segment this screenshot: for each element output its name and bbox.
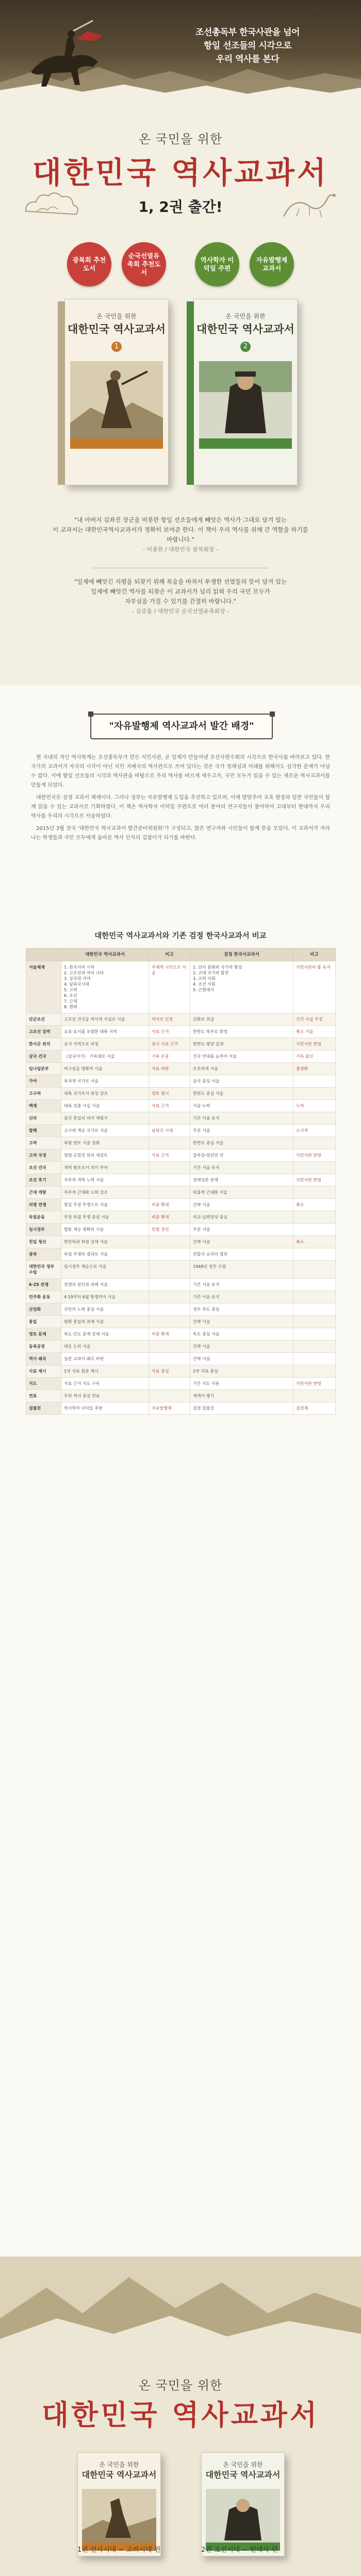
table-cell	[293, 1088, 336, 1100]
table-cell: 대륙 진출 사실 서술	[61, 1100, 149, 1112]
mountain-landscape-graphic	[0, 2257, 361, 2360]
badge-recommend-liberation	[67, 242, 111, 286]
table-cell	[293, 1291, 336, 1303]
table-row-label: 고조선 강역	[26, 1026, 61, 1038]
hero-subtitle: 온 국민을 위한	[138, 132, 223, 146]
top-copy-line: 우리 역사를 본다	[216, 54, 280, 64]
table-cell	[293, 1279, 336, 1291]
table-cell: 기록 불신	[293, 1050, 336, 1063]
release-heading: 1, 2권 출간!	[138, 198, 223, 215]
table-cell: 우리 역사 중심 연표	[61, 1390, 149, 1402]
table-cell: 한반도 중심 서술	[190, 1088, 293, 1100]
table-cell: 삼국 중심 서술	[190, 1075, 293, 1088]
background-text	[31, 753, 330, 846]
table-cell: 사료 근거	[149, 1026, 190, 1038]
table-row-label: 고려	[26, 1137, 61, 1149]
table-cell: 비중 확대	[149, 1328, 190, 1341]
table-header-row	[26, 948, 336, 961]
table-cell	[293, 1328, 336, 1341]
table-cell: 사료 근거	[149, 1149, 190, 1162]
table-cell	[293, 1224, 336, 1236]
table-cell: 축소	[293, 1236, 336, 1248]
table-cell	[149, 1075, 190, 1088]
table-cell	[293, 1211, 336, 1224]
table-cell: 법통 계승 명확히 서술	[61, 1224, 149, 1236]
table-cell: 반민특위 좌절 상세 서술	[61, 1236, 149, 1248]
badge-free-publication	[250, 242, 294, 286]
table-cell	[149, 1378, 190, 1390]
table-row-label: 임시정부	[26, 1224, 61, 1236]
table-cell	[293, 1187, 336, 1199]
table-row	[26, 1365, 336, 1378]
table-cell: 사료 근거	[149, 1100, 190, 1112]
book-title: 대한민국 역사교과서	[196, 323, 294, 335]
table-cell: 기존 지도 사용	[190, 1378, 293, 1390]
book-art-warrior	[82, 2489, 156, 2551]
table-row	[26, 1211, 336, 1224]
table-cell: 전쟁의 원인과 피해 서술	[61, 1279, 149, 1291]
table-row	[26, 1063, 336, 1075]
table-cell: 축소	[293, 1199, 336, 1211]
book-spine	[58, 301, 65, 485]
table-row	[26, 1112, 336, 1125]
table-cell: 식민사관 반영	[293, 1378, 336, 1390]
table-cell	[293, 1365, 336, 1378]
badge-label: 자유발행제 교과서	[256, 256, 288, 272]
horse-rider-icon	[15, 15, 119, 93]
table-row-label: 민주화 운동	[26, 1291, 61, 1303]
table-cell: 역사학자 이덕일 주편	[61, 1402, 149, 1415]
table-row-label: 서술체계	[26, 961, 61, 1013]
table-cell	[293, 1075, 336, 1088]
book-volume-number: 1	[111, 342, 122, 352]
table-row	[26, 1100, 336, 1112]
top-copy-line: 조선총독부 한국사관을 넘어	[195, 27, 300, 38]
table-cell	[149, 1353, 190, 1365]
table-cell	[149, 1248, 190, 1261]
table-cell: 세계사 병기	[190, 1390, 293, 1402]
table-cell: 역사로 인정	[149, 1013, 190, 1026]
book-volume-number: 2	[240, 342, 251, 352]
table-cell: 요서 지역으로 비정	[61, 1038, 149, 1050]
table-cell: 부분 서술	[190, 1224, 293, 1236]
table-cell	[293, 1341, 336, 1353]
table-cell: 건국 연대를 늦추어 서술	[190, 1050, 293, 1063]
table-cell: 남북국 시대	[149, 1125, 190, 1137]
table-cell: 외교·실력양성 중심	[190, 1211, 293, 1224]
table-cell: 기록 존중	[149, 1050, 190, 1063]
table-cell: 4·19부터 6월 항쟁까지 서술	[61, 1291, 149, 1303]
table-cell	[149, 1174, 190, 1187]
table-cell: 비중 확대	[149, 1211, 190, 1224]
quote-author: - 이종찬 / 대한민국 광복회장 -	[142, 546, 218, 553]
bottom-subtitle: 온 국민을 위한	[138, 2378, 223, 2393]
table-row-label: 신라	[26, 1112, 61, 1125]
top-copy-line: 항일 선조들의 시각으로	[203, 41, 292, 51]
bottom-banner	[0, 2257, 361, 2576]
table-cell: 식민사관 반영	[293, 1038, 336, 1050]
table-cell: 영토 명시	[149, 1088, 190, 1100]
table-cell	[149, 1236, 190, 1248]
table-row-label: 동북공정	[26, 1341, 61, 1353]
table-cell: 식민사관 반영	[293, 1149, 336, 1162]
table-cell: 서술 누락	[190, 1100, 293, 1112]
table-row	[26, 1199, 336, 1211]
table-cell: 압록강-원산만 선	[190, 1149, 293, 1162]
table-row	[26, 1341, 336, 1353]
table-cell: 사료 중심	[149, 1365, 190, 1378]
table-cell: 비중 확대	[149, 1199, 190, 1211]
table-cell: 1. 선사 문화와 국가의 형성 2. 고대 국가의 발전 3. 고려 사회 4. 조선 사회 5. 근현대사	[190, 961, 293, 1013]
table-cell: 검정제	[293, 1402, 336, 1415]
quote-line: 일제에 빼앗긴 역사를 되찾은 이 교과서가 널리 읽혀 우리 국민 모두가	[91, 588, 270, 595]
table-cell: 독도·간도 문제 상세 서술	[61, 1328, 149, 1341]
table-row-label: 근대 개항	[26, 1187, 61, 1199]
table-cell: 식민사관의 틀 유지	[293, 961, 336, 1013]
table-cell: 평화 통일의 과제 서술	[61, 1316, 149, 1328]
table-row-label: 지도	[26, 1378, 61, 1390]
table-cell: 한반도 북부로 한정	[190, 1026, 293, 1038]
book-title: 대한민국 역사교과서	[68, 323, 166, 335]
book-tagline: 온 국민을 위한	[99, 2461, 139, 2468]
table-cell: 간략 서술	[190, 1341, 293, 1353]
table-row	[26, 1187, 336, 1199]
table-cell: 독도 중심 서술	[190, 1328, 293, 1341]
table-cell	[149, 1341, 190, 1353]
table-row	[26, 1328, 336, 1341]
hero-title: 대한민국 역사교과서	[32, 155, 329, 190]
top-copy	[155, 26, 340, 66]
book-title: 대한민국 역사교과서	[81, 2470, 157, 2480]
comparison-table	[26, 948, 336, 1415]
table-row-label: 의병 전쟁	[26, 1199, 61, 1211]
table-cell: 독자적 국가로 서술	[61, 1075, 149, 1088]
endorsement-quote-2	[52, 577, 309, 616]
table-cell	[293, 1261, 336, 1279]
table-cell: 1차 사료 원문 제시	[61, 1365, 149, 1378]
table-cell: 누락	[293, 1100, 336, 1112]
table-row-label: 임나일본부	[26, 1063, 61, 1075]
quote-line: "내 아버지 김좌진 장군을 비롯한 항일 선조들에게 빼앗은 역사가 그대로 담겨 있는	[74, 516, 287, 523]
table-row-label: 고구려	[26, 1088, 61, 1100]
table-cell: 식민사관 반영	[293, 1174, 336, 1187]
table-row	[26, 1013, 336, 1026]
background-paragraph: 2015년 3월 전국 '대한민국 역사교과서 발간준비위원회'가 구성되고, 많은 연구자와 시민들이 함께 뜻을 모았다. 이 교과서가 자라나는 학생들과 국민 모두에게 올바른 역사 인식의 길잡이가 되기를 바란다.	[31, 826, 330, 841]
table-row	[26, 1402, 336, 1415]
table-cell: 개혁 왕조로서 의미 부여	[61, 1162, 149, 1174]
table-cell: 축소 서술	[293, 1026, 336, 1038]
bottom-title: 대한민국 역사교과서	[41, 2398, 320, 2431]
table-row-label: 사료 제시	[26, 1365, 61, 1378]
book-covers	[0, 299, 361, 505]
table-row	[26, 1378, 336, 1390]
table-cell	[293, 1162, 336, 1174]
table-row	[26, 1162, 336, 1174]
top-banner	[0, 0, 361, 98]
table-row	[26, 1303, 336, 1316]
table-cell	[149, 1112, 190, 1125]
table-cell	[149, 1137, 190, 1149]
table-cell: 간략 서술	[190, 1199, 293, 1211]
table-cell: 주체적 시각으로 서술	[149, 961, 190, 1013]
background-paragraph: 대한민국은 검정 교과서 체제이다. 그러나 정부는 자유발행제 도입을 추진하고 있으며, 이에 발맞추어 교육 현장과 일반 국민들이 함께 읽을 수 있는 교과서로 기획하였다. 이 책은 역사학자 이덕일 주편으로 여러 분야의 연구자들이 참여하여 고대부터 현대까지 우리 역사를 우리의 시각으로 서술하였다.	[31, 795, 330, 819]
table-cell: 간략 서술	[190, 1236, 293, 1248]
table-cell: 자주적 개혁 노력 서술	[61, 1174, 149, 1187]
table-row	[26, 1026, 336, 1038]
table-cell: 중국 사료 근거	[149, 1038, 190, 1050]
table-cell: 타율적 근대화 서술	[190, 1187, 293, 1199]
table-row-label: 영토 문제	[26, 1328, 61, 1341]
table-row-label: 고려 국경	[26, 1149, 61, 1162]
table-cell: 간략 서술	[190, 1316, 293, 1328]
table-row	[26, 1224, 336, 1236]
table-row-label: 연표	[26, 1390, 61, 1402]
table-cell: 철령·공험진 위치 재검토	[61, 1149, 149, 1162]
table-cell: 사료 비판	[149, 1063, 190, 1075]
table-cell: 기존 서술 유지	[190, 1162, 293, 1174]
table-cell: 항일 무장 투쟁으로 서술	[61, 1199, 149, 1211]
book-cover-vol1	[64, 299, 169, 485]
table-cell	[149, 1390, 190, 1402]
comparison-table-title: 대한민국 역사교과서와 기존 검정 한국사교과서 비교	[94, 932, 267, 940]
bottom-book-vol1	[77, 2452, 161, 2556]
table-row	[26, 1261, 336, 1279]
table-header-cell: 검정 한국사교과서	[190, 948, 293, 961]
table-row-label: 가야	[26, 1075, 61, 1088]
endorsement-quote-1	[52, 515, 309, 554]
table-cell	[293, 1303, 336, 1316]
table-cell: 임시정부 계승으로 서술	[61, 1261, 149, 1279]
badge-label: 역사학자 이덕일 주편	[200, 256, 234, 272]
book-spine	[187, 301, 194, 485]
table-header-cell: 비고	[149, 948, 190, 961]
table-cell: 허구임을 명확히 서술	[61, 1063, 149, 1075]
badge-label: 순국선열유족회 추천도서	[127, 252, 161, 276]
table-cell: 국민의 노력 중심 서술	[61, 1303, 149, 1316]
table-row	[26, 1125, 336, 1137]
table-row	[26, 1050, 336, 1063]
book-tagline: 온 국민을 위한	[96, 313, 137, 320]
quote-line: "일제에 빼앗긴 지평을 되찾기 위해 목숨을 바쳐서 투쟁한 선열들의 뜻이 담겨 있는	[74, 578, 287, 585]
table-cell: 고조선 건국을 역사적 사실로 서술	[61, 1013, 149, 1026]
table-cell: 헌법 정신	[149, 1224, 190, 1236]
table-cell: 부분 서술	[190, 1125, 293, 1137]
table-row	[26, 1248, 336, 1261]
table-cell	[293, 1353, 336, 1365]
table-header-cell: 비고	[293, 948, 336, 961]
table-row-label: 친일 청산	[26, 1236, 61, 1248]
table-cell	[149, 1261, 190, 1279]
table-cell: 소극적	[293, 1125, 336, 1137]
hero-section	[0, 0, 361, 685]
table-cell: 대응 논리 서술	[61, 1341, 149, 1353]
table-row-label: 산업화	[26, 1303, 61, 1316]
table-row	[26, 1279, 336, 1291]
book-cover-vol2	[193, 299, 298, 485]
table-cell	[149, 1303, 190, 1316]
table-cell	[293, 1316, 336, 1328]
table-row	[26, 1291, 336, 1303]
table-cell	[149, 1187, 190, 1199]
table-row-label: 6·25 전쟁	[26, 1279, 61, 1291]
background-paragraph: 현 국내의 적인 역사학계는 조선총독부가 만든 식민사관, 곧 일제가 만들어낸 조선사편수회의 시각으로 한국사를 바라보고 있다. 한 국가의 교과서가 자국의 시각이 아닌 식민 지배국의 역사관으로 쓰여 있다는 것은 국가 정체성과 미래를 위해서도 심각한 문제가 아닐 수 없다. 이에 항일 선조들의 시각과 역사관을 바탕으로 우리 역사를 바르게 세우고자, 국민 모두가 읽을 수 있는 새로운 역사교과서를 만들게 되었다.	[31, 755, 330, 788]
book-tagline: 온 국민을 위한	[223, 2461, 263, 2468]
table-cell: 검정 집필진	[190, 1402, 293, 1415]
table-cell: 북방 영토 서술 강화	[61, 1137, 149, 1149]
table-header-cell	[26, 948, 61, 961]
background-heading: "자유발행제 역사교과서 발간 배경"	[90, 714, 273, 739]
table-cell	[149, 1162, 190, 1174]
book-title: 대한민국 역사교과서	[205, 2470, 281, 2480]
table-row	[26, 961, 336, 1013]
table-row-label: 대한민국 정부 수립	[26, 1261, 61, 1279]
badge-label: 광복회 추천도서	[72, 256, 106, 272]
table-cell: 기존 서술 유지	[190, 1112, 293, 1125]
caption-vol2: 2권 조선시대 ~ 현대사 편	[201, 2546, 278, 2554]
book-art-warrior	[70, 361, 163, 449]
table-row	[26, 1236, 336, 1248]
table-row-label: 광복	[26, 1248, 61, 1261]
table-row-label: 통일	[26, 1316, 61, 1328]
table-cell: 한반도 중심 서술	[190, 1137, 293, 1149]
table-cell: 연합국 승리의 결과	[190, 1248, 293, 1261]
table-cell: 삼국 통일의 의미 재평가	[61, 1112, 149, 1125]
table-cell: 일본 교과서 왜곡 비판	[61, 1353, 149, 1365]
table-cell	[149, 1291, 190, 1303]
quote-line: 자부심을 가질 수 있기를 간절히 바랍니다."	[124, 598, 237, 605]
table-row	[26, 1174, 336, 1187]
bottom-book-vol2	[201, 2452, 285, 2556]
table-row-label: 독립운동	[26, 1211, 61, 1224]
caption-vol1: 1권 선사시대 ~ 고려시대 편	[77, 2546, 161, 2554]
book-tagline: 온 국민을 위한	[225, 313, 266, 320]
table-header-cell: 대한민국 역사교과서	[61, 948, 149, 961]
table-cell	[293, 1137, 336, 1149]
table-row-label: 백제	[26, 1100, 61, 1112]
book-art-patriot	[206, 2489, 280, 2551]
table-cell: 자주적 근대화 노력 강조	[61, 1187, 149, 1199]
table-row	[26, 1316, 336, 1328]
table-row	[26, 1149, 336, 1162]
table-row	[26, 1390, 336, 1402]
table-cell: 요동·요서를 포함한 대륙 지역	[61, 1026, 149, 1038]
table-row-label: 역사 왜곡	[26, 1353, 61, 1365]
table-row-label: 집필진	[26, 1402, 61, 1415]
badge-recommend-martyrs	[122, 242, 166, 286]
badge-editor	[195, 242, 239, 286]
table-cell: 자유발행제	[149, 1402, 190, 1415]
table-cell: 《삼국사기》 기록대로 서술	[61, 1050, 149, 1063]
table-row-label: 조선 후기	[26, 1174, 61, 1187]
table-row-label: 조선 건국	[26, 1162, 61, 1174]
table-cell: 모호하게 서술	[190, 1063, 293, 1075]
table-cell: 정부 주도 중심	[190, 1303, 293, 1316]
table-cell: 정체성론 잔재	[190, 1174, 293, 1187]
table-row	[26, 1137, 336, 1149]
table-cell: 1. 한국사의 시작 2. 고조선과 여러 나라 3. 삼국과 가야 4. 남북국시대 5. 고려 6. 조선 7. 근대 8. 현대	[61, 961, 149, 1013]
table-cell	[293, 1112, 336, 1125]
table-row-label: 삼국 건국	[26, 1050, 61, 1063]
book-art-patriot	[199, 361, 292, 449]
table-cell	[293, 1390, 336, 1402]
table-cell: 대륙 국가로서 위상 강조	[61, 1088, 149, 1100]
table-cell	[293, 1248, 336, 1261]
table-row	[26, 1038, 336, 1050]
table-row	[26, 1088, 336, 1100]
table-cell	[149, 1316, 190, 1328]
table-cell: 고구려 계승 국가로 서술	[61, 1125, 149, 1137]
table-row	[26, 1075, 336, 1088]
table-cell: 무장 독립 투쟁 중심 서술	[61, 1211, 149, 1224]
table-cell: 신화로 취급	[190, 1013, 293, 1026]
table-cell: 1948년 정부 수립	[190, 1261, 293, 1279]
table-cell: 독립 투쟁의 결과로 서술	[61, 1248, 149, 1261]
quote-author: - 김준홍 / 대한민국 순국선열유족회장 -	[132, 608, 229, 615]
table-cell: 기존 서술 유지	[190, 1279, 293, 1291]
table-cell: 사료 근거 지도 수록	[61, 1378, 149, 1390]
table-row-label: 한사군 위치	[26, 1038, 61, 1050]
table-cell: 불명확	[293, 1063, 336, 1075]
bottom-book-covers	[0, 2442, 361, 2566]
table-cell: 간략 서술	[190, 1353, 293, 1365]
table-cell: 기존 서술 유지	[190, 1291, 293, 1303]
table-cell: 2차 자료 중심	[190, 1365, 293, 1378]
table-cell: 건국 사실 부정	[293, 1013, 336, 1026]
table-row	[26, 1353, 336, 1365]
quote-line: 이 교과서는 대한민국역사교과서가 정확히 보여준 한다. 이 책이 우리 역사를 위해 큰 역할을 하기를 바랍니다."	[53, 526, 308, 543]
table-row-label: 발해	[26, 1125, 61, 1137]
table-cell: 한반도 평양 일대	[190, 1038, 293, 1050]
table-cell	[149, 1279, 190, 1291]
table-row-label: 단군조선	[26, 1013, 61, 1026]
